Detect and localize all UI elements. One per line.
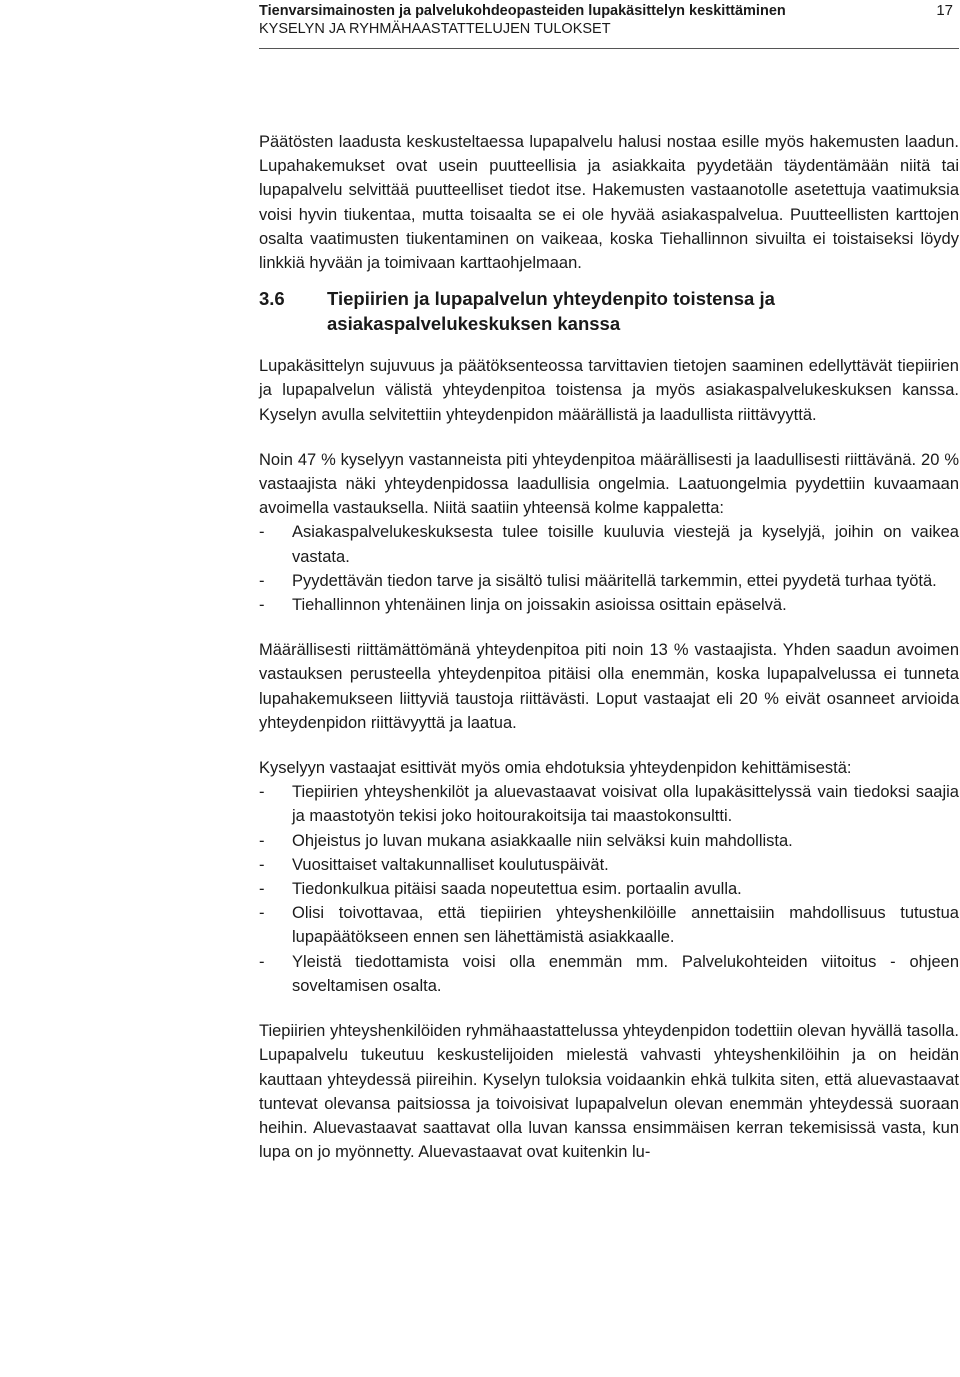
paragraph-2: Lupakäsittelyn sujuvuus ja päätöksenteossa tarvittavien tietojen saaminen edellyttävät tiepiirien ja lupapalvelun välistä yhteydenpitoa toistensa ja myös asiakaspalvelukeskuksen kanssa. Kyselyn avulla selvitettiin yhteydenpidon määrällistä ja laadullista riittävyyttä.: [259, 357, 959, 424]
list-item: - Olisi toivottavaa, että tiepiirien yhteyshenkilöille annettaisiin mahdollisuus tutustua lupapäätökseen ennen sen lähettämistä asiakkaalle.: [259, 904, 959, 947]
list-item: - Tiedonkulkua pitäisi saada nopeutettua esim. portaalin avulla.: [259, 880, 742, 899]
paragraph-3: Noin 47 % kyselyyn vastanneista piti yhteydenpitoa määrällisesti ja laadullisesti riittävänä. 20 % vastaajista näki yhteydenpidossa laadullisia ongelmia. Laatuongelmia pyydettiin kuvaamaan avoimella vastauksella. Niitä saatiin yhteensä kolme kappaletta:: [259, 450, 959, 518]
header-title: Tienvarsimainosten ja palvelukohdeopasteiden lupakäsittelyn keskittäminen: [259, 3, 786, 19]
list-item: - Vuosittaiset valtakunnalliset koulutuspäivät.: [259, 855, 609, 874]
list-item: - Tiepiirien yhteyshenkilöt ja aluevastaavat voisivat olla lupakäsittelyssä vain tiedoksi saajia ja maastotyön tekisi joko hoitourakoitsija tai maastokonsultti.: [259, 783, 959, 826]
section-title: Tiepiirien ja lupapalvelun yhteydenpito toistensa ja asiakaspalvelukeskuksen kanssa: [327, 288, 775, 334]
page-header: [259, 0, 959, 49]
list-item: - Tiehallinnon yhtenäinen linja on joissakin asioissa osittain epäselvä.: [259, 596, 787, 615]
list-item: - Pyydettävän tiedon tarve ja sisältö tulisi määritellä tarkemmin, ettei pyydetä turhaa työtä.: [259, 571, 937, 590]
paragraph-1: Päätösten laadusta keskusteltaessa lupapalvelu halusi nostaa esille myös hakemusten laadun. Lupahakemukset ovat usein puutteellisia ja asiakkaita pyydetään täydentämään niitä tai lupapalvelu selvittää puutteelliset tiedot itse. Hakemusten vastaanotolle asetettuja vaatimuksia voisi hyvin tiukentaa, mutta toisaalta se ei ole hyvää asiakaspalvelua. Puutteellisten karttojen osalta vaatimusten tiukentaminen on vaikeaa, koska Tiehallinnon sivuilta ei toistaiseksi löydy linkkiä hyvään ja toimivaan karttaohjelmaan.: [259, 133, 959, 273]
page-number: 17: [936, 2, 953, 19]
list-item: - Ohjeistus jo luvan mukana asiakkaalle niin selväksi kuin mahdollista.: [259, 831, 793, 850]
paragraph-4: Määrällisesti riittämättömänä yhteydenpitoa piti noin 13 % vastaajista. Yhden saadun avoimen vastauksen perusteella yhteydenpitoa pitäisi olla enemmän, koska lupapalvelussa ei tunneta lupahakemukseen liittyviä taustoja riittävästi. Loput vastaajat eli 20 % eivät osanneet arvioida yhteydenpidon riittävyyttä ja laatua.: [259, 641, 959, 732]
section-heading: [259, 287, 959, 336]
page-body: [259, 130, 959, 1164]
quality-problems-list: [259, 520, 959, 617]
paragraph-5: Kyselyyn vastaajat esittivät myös omia ehdotuksia yhteydenpidon kehittämisestä:: [259, 759, 852, 778]
list-item: - Yleistä tiedottamista voisi olla enemmän mm. Palvelukohteiden viitoitus - ohjeen soveltamisen osalta.: [259, 952, 959, 995]
section-number: 3.6: [259, 288, 285, 310]
header-subtitle: KYSELYN JA RYHMÄHAASTATTELUJEN TULOKSET: [259, 21, 611, 37]
paragraph-6: Tiepiirien yhteyshenkilöiden ryhmähaastattelussa yhteydenpidon todettiin olevan hyvällä tasolla. Lupapalvelu tukeutuu keskustelijoiden mielestä vahvasti yhteyshenkilöihin ja on heidän kauttaan yhteydessä piireihin. Kyselyn tuloksia voidaankin ehkä tulkita siten, että aluevastaavat tuntevat olevansa paitsiossa ja toivoisivat lupapalvelun olevan enemmän yhteydessä suoraan heihin. Aluevastaavat saattavat olla luvan kanssa ensimmäisen kerran tekemisissä vasta, kun lupa on jo myönnetty. Aluevastaavat ovat kuitenkin lu-: [259, 1022, 959, 1162]
list-item: - Asiakaspalvelukeskuksesta tulee toisille kuuluvia viestejä ja kyselyjä, joihin on vaikea vastata.: [259, 523, 959, 566]
suggestions-list: [259, 780, 959, 998]
